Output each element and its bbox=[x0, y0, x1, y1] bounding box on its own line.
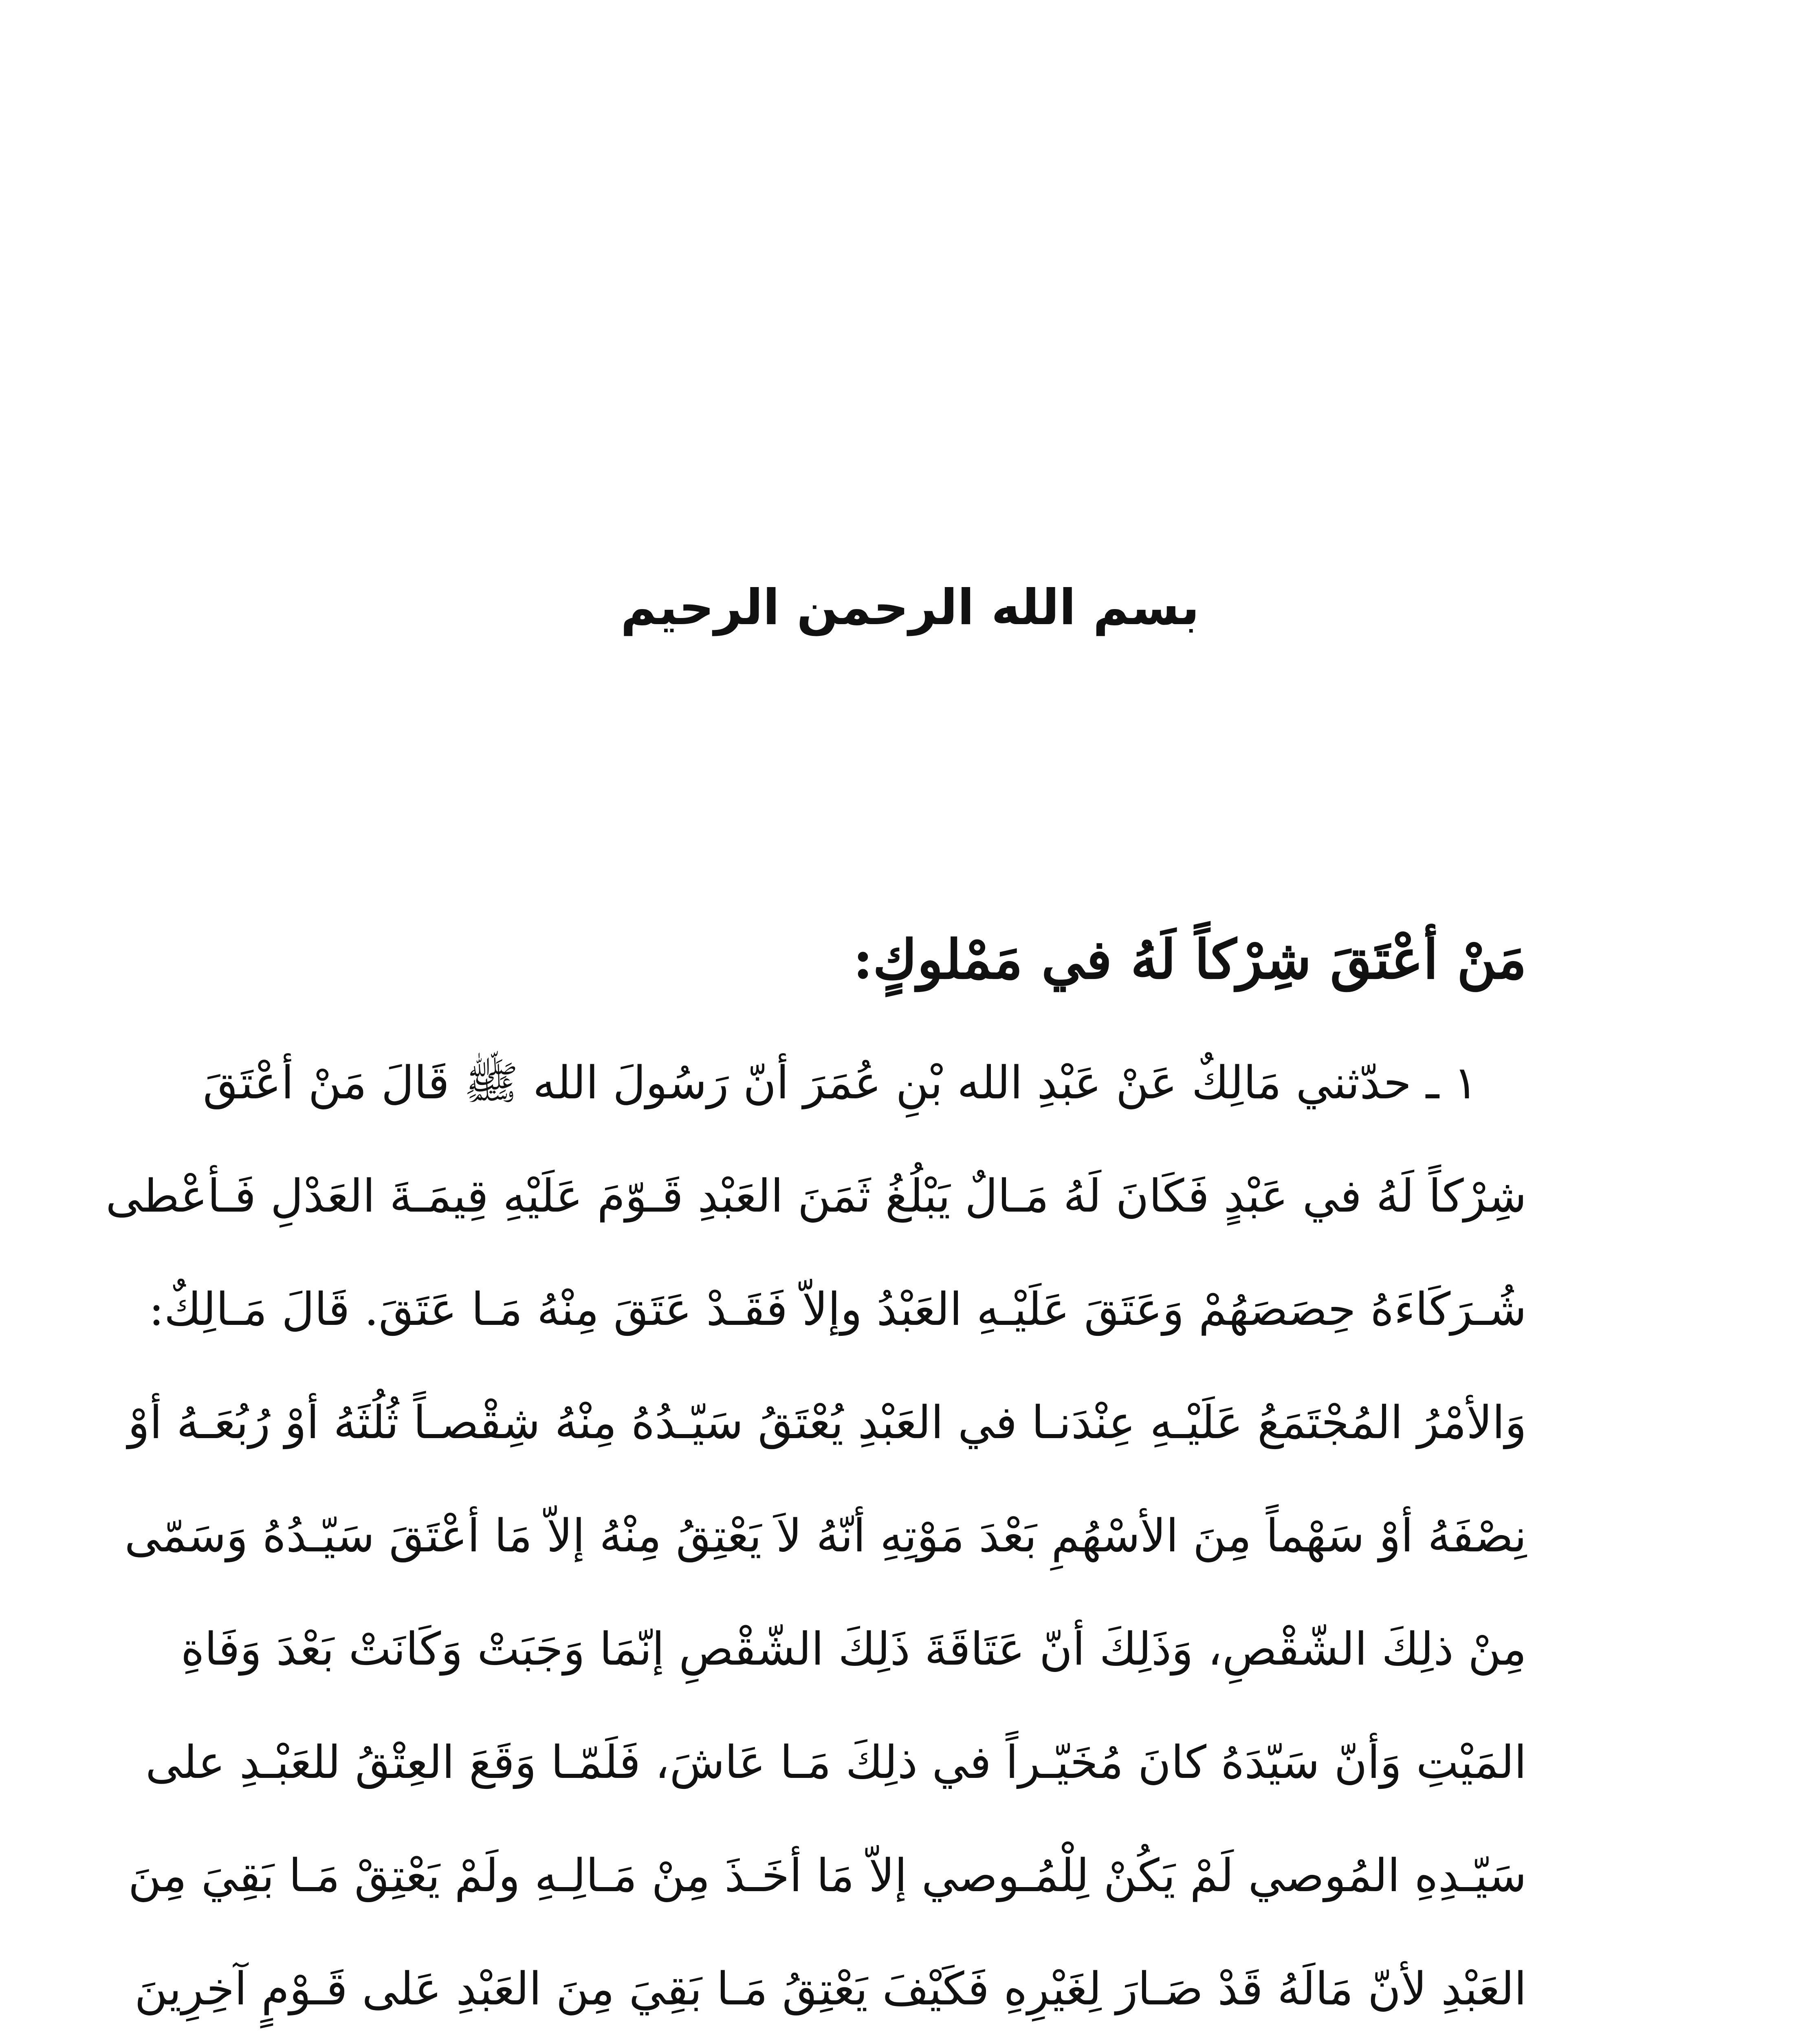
text-line: ١ ـ حدّثني مَالِكٌ عَنْ عَبْدِ الله بْنِ عُمَرَ أنّ رَسُولَ الله ﷺ قَالَ مَنْ أعْتَقَ bbox=[202, 1057, 1478, 1109]
text-line: المَيْتِ وَأنّ سَيّدَهُ كانَ مُخَيّـراً في ذلِكَ مَـا عَاشَ، فَلَمّـا وَقَعَ العِتْقُ للعَبْـدِ على bbox=[145, 1736, 1527, 1789]
chapter-title: مَنْ أعْتَقَ شِرْكاً لَهُ في مَمْلوكٍ: bbox=[853, 928, 1527, 991]
text-line: شِرْكاً لَهُ في عَبْدٍ فَكَانَ لَهُ مَـالٌ يَبْلُغُ ثَمَنَ العَبْدِ قَـوّمَ عَلَيْهِ قِيمَـةَ العَدْلِ فَـأعْطى bbox=[106, 1170, 1527, 1223]
text-line: سَيّـدِهِ المُوصي لَمْ يَكُنْ لِلْمُـوصي إلاّ مَا أخَـذَ مِنْ مَـالِـهِ ولَمْ يَعْتِقْ مَـا بَقِيَ مِنَ bbox=[128, 1850, 1527, 1902]
text-line: مِنْ ذلِكَ الشّقْصِ، وَذَلِكَ أنّ عَتَاقَةَ ذَلِكَ الشّقْصِ إنّمَا وَجَبَتْ وَكَانَتْ بَعْدَ وَفَاةِ bbox=[180, 1623, 1527, 1676]
text-line: وَالأمْرُ المُجْتَمَعُ عَلَيْـهِ عِنْدَنـا في العَبْدِ يُعْتَقُ سَيّـدُهُ مِنْهُ شِقْصـاً ثُلُثَهُ أوْ رُبُعَـهُ أوْ bbox=[128, 1397, 1527, 1449]
text-line: العَبْدِ لأنّ مَالَهُ قَدْ صَـارَ لِغَيْرِهِ فَكَيْفَ يَعْتِقُ مَـا بَقِيَ مِنَ العَبْدِ عَلى قَـوْمٍ آخِرِينَ bbox=[134, 1963, 1527, 2015]
text-line: شُـرَكَاءَهُ حِصَصَهُمْ وَعَتَقَ عَلَيْـهِ العَبْدُ وإلاّ فَقَـدْ عَتَقَ مِنْهُ مَـا عَتَقَ. قَالَ مَـالِكٌ: bbox=[149, 1283, 1527, 1336]
text-line: نِصْفَهُ أوْ سَهْماً مِنَ الأسْهُمِ بَعْدَ مَوْتِهِ أنّهُ لاَ يَعْتِقُ مِنْهُ إلاّ مَا أعْتَقَ سَيّـدُهُ وَسَمّى bbox=[124, 1510, 1527, 1562]
basmala-heading: بسم الله الرحمن الرحيم bbox=[621, 579, 1199, 636]
body-paragraph bbox=[106, 1027, 1527, 2037]
